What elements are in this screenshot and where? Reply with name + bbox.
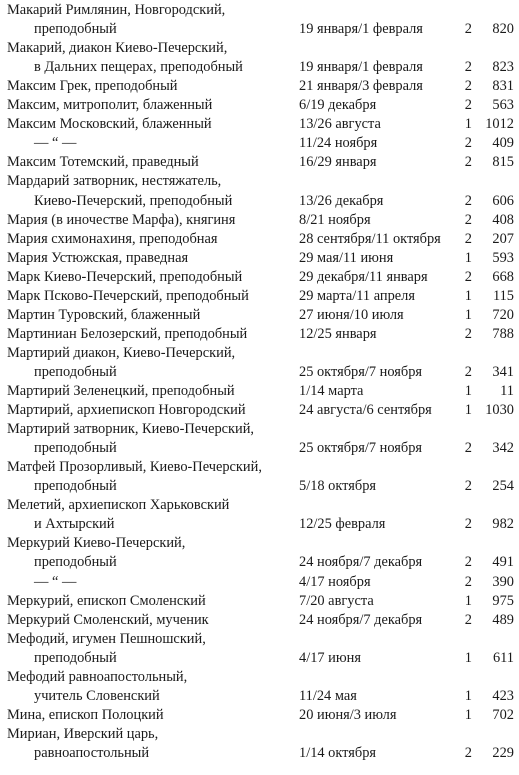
page-number: 720 — [492, 306, 514, 323]
page-number: 788 — [492, 325, 514, 342]
entry-name: учитель Словенский — [34, 687, 160, 704]
feast-date: 1/14 октября — [299, 744, 377, 761]
entry-name: Мартиниан Белозерский, преподобный — [7, 325, 248, 342]
index-line — [0, 649, 519, 668]
page-number: 342 — [492, 440, 514, 457]
entry-name: Меркурий, епископ Смоленский — [7, 592, 206, 609]
feast-date: 24 ноября/7 декабря — [299, 611, 423, 628]
page-number: 207 — [492, 230, 514, 247]
index-line — [0, 249, 519, 268]
page-number: 1012 — [485, 116, 514, 133]
entry-name: Киево-Печерский, преподобный — [34, 192, 233, 209]
index-line — [0, 382, 519, 401]
index-line — [0, 477, 519, 496]
index-line — [0, 1, 519, 20]
entry-name: Мина, епископ Полоцкий — [7, 706, 164, 723]
index-line — [0, 287, 519, 306]
entry-name: Максим, митрополит, блаженный — [7, 97, 213, 114]
index-line — [0, 534, 519, 553]
index-line — [0, 496, 519, 515]
feast-date: 19 января/1 февраля — [299, 21, 423, 38]
volume-number: 2 — [464, 516, 472, 533]
index-line — [0, 172, 519, 191]
index-line — [0, 344, 519, 363]
feast-date: 12/25 февраля — [299, 516, 386, 533]
page-number: 823 — [492, 59, 514, 76]
volume-number: 1 — [464, 402, 472, 419]
page-number: 1030 — [485, 402, 514, 419]
index-line — [0, 325, 519, 344]
index-line — [0, 439, 519, 458]
entry-name: равноапостольный — [34, 744, 150, 761]
entry-name: преподобный — [34, 363, 117, 380]
entry-name: Матфей Прозорливый, Киево-Печерский, — [7, 459, 262, 476]
feast-date: 11/24 ноября — [299, 135, 378, 152]
page-number: 611 — [492, 649, 514, 666]
volume-number: 1 — [464, 687, 472, 704]
entry-name: преподобный — [34, 21, 117, 38]
index-line — [0, 630, 519, 649]
index-line — [0, 744, 519, 763]
entry-name: Меркурий Киево-Печерский, — [7, 535, 186, 552]
index-line — [0, 573, 519, 592]
entry-name: Мария (в иночестве Марфа), княгиня — [7, 211, 236, 228]
volume-number: 2 — [464, 154, 472, 171]
volume-number: 2 — [464, 363, 472, 380]
volume-number: 1 — [464, 249, 472, 266]
volume-number: 2 — [464, 478, 472, 495]
feast-date: 13/26 декабря — [299, 192, 384, 209]
index-line — [0, 268, 519, 287]
feast-date: 1/14 марта — [299, 383, 364, 399]
volume-number: 2 — [464, 192, 472, 209]
page-number: 815 — [492, 154, 514, 171]
entry-name: Мария схимонахиня, преподобная — [7, 230, 218, 247]
volume-number: 1 — [464, 649, 472, 666]
entry-name: Мартирий Зеленецкий, преподобный — [7, 383, 235, 399]
page-number: 254 — [492, 478, 514, 495]
entry-name: Мефодий равноапостольный, — [7, 668, 188, 685]
entry-name: и Ахтырский — [34, 516, 115, 533]
volume-number: 2 — [464, 268, 472, 285]
feast-date: 5/18 октября — [299, 478, 377, 495]
index-line — [0, 458, 519, 477]
index-line — [0, 553, 519, 572]
volume-number: 2 — [464, 230, 472, 247]
volume-number: 1 — [464, 592, 472, 609]
feast-date: 4/17 ноября — [299, 573, 371, 590]
volume-number: 2 — [464, 611, 472, 628]
volume-number: 2 — [464, 440, 472, 457]
entry-name: Марк Псково-Печерский, преподобный — [7, 287, 249, 304]
entry-name: преподобный — [34, 554, 117, 571]
volume-number: 2 — [464, 135, 472, 152]
feast-date: 29 декабря/11 января — [299, 268, 428, 285]
index-line — [0, 230, 519, 249]
page-number: 831 — [492, 78, 514, 95]
page-number: 975 — [492, 592, 514, 609]
entry-name: Мария Устюжская, праведная — [7, 249, 189, 266]
index-line — [0, 20, 519, 39]
index-line — [0, 611, 519, 630]
volume-number: 2 — [464, 21, 472, 38]
feast-date: 4/17 июня — [299, 649, 361, 666]
entry-name: — “ — — [34, 135, 77, 152]
feast-date: 27 июня/10 июля — [299, 306, 404, 323]
index-line — [0, 515, 519, 534]
index-line — [0, 668, 519, 687]
entry-name: Мартирий затворник, Киево-Печерский, — [7, 421, 255, 438]
feast-date: 11/24 мая — [299, 687, 357, 704]
volume-number: 2 — [464, 211, 472, 228]
entry-name: в Дальних пещерах, преподобный — [34, 59, 243, 76]
feast-date: 24 августа/6 сентября — [299, 402, 432, 419]
feast-date: 29 мая/11 июня — [299, 249, 394, 266]
page-number: 668 — [492, 268, 514, 285]
feast-date: 20 июня/3 июля — [299, 706, 397, 723]
entry-name: преподобный — [34, 649, 117, 666]
feast-date: 28 сентября/11 октября — [299, 230, 441, 247]
index-line — [0, 401, 519, 420]
page-number: 491 — [492, 554, 514, 571]
page-number: 820 — [492, 21, 514, 38]
feast-date: 13/26 августа — [299, 116, 381, 133]
index-line — [0, 211, 519, 230]
index-line — [0, 592, 519, 611]
index-line — [0, 39, 519, 58]
page-number: 341 — [492, 363, 514, 380]
index-line — [0, 687, 519, 706]
index-line — [0, 96, 519, 115]
volume-number: 2 — [464, 325, 472, 342]
index-line — [0, 306, 519, 325]
entry-name: Мартирий, архиепископ Новгородский — [7, 402, 246, 419]
entry-name: Мириан, Иверский царь, — [7, 725, 159, 742]
page-number: 229 — [492, 744, 514, 761]
feast-date: 8/21 ноября — [299, 211, 371, 228]
feast-date: 16/29 января — [299, 154, 377, 171]
page-number: 593 — [492, 249, 514, 266]
volume-number: 1 — [464, 706, 472, 723]
feast-date: 29 марта/11 апреля — [299, 287, 415, 304]
volume-number: 1 — [464, 287, 472, 304]
feast-date: 25 октября/7 ноября — [299, 363, 423, 380]
volume-number: 2 — [464, 554, 472, 571]
entry-name: Мефодий, игумен Пешношский, — [7, 630, 206, 647]
volume-number: 2 — [464, 78, 472, 95]
feast-date: 19 января/1 февраля — [299, 59, 423, 76]
entry-name: преподобный — [34, 478, 117, 495]
index-line — [0, 58, 519, 77]
volume-number: 2 — [464, 744, 472, 761]
feast-date: 6/19 декабря — [299, 97, 377, 114]
page-number: 982 — [492, 516, 514, 533]
volume-number: 2 — [464, 97, 472, 114]
page-number: 408 — [492, 211, 514, 228]
entry-name: Макарий Римлянин, Новгородский, — [7, 2, 226, 18]
page-number: 606 — [492, 192, 514, 209]
entry-name: Марк Киево-Печерский, преподобный — [7, 268, 243, 285]
volume-number: 2 — [464, 573, 472, 590]
volume-number: 1 — [464, 306, 472, 323]
page-number: 409 — [492, 135, 514, 152]
entry-name: Макарий, диакон Киево-Печерский, — [7, 40, 228, 57]
feast-date: 24 ноября/7 декабря — [299, 554, 423, 571]
index-line — [0, 115, 519, 134]
page-number: 702 — [492, 706, 514, 723]
entry-name: Мартин Туровский, блаженный — [7, 306, 201, 323]
page-number: 423 — [492, 687, 514, 704]
entry-name: Меркурий Смоленский, мученик — [7, 611, 209, 628]
feast-date: 12/25 января — [299, 325, 377, 342]
feast-date: 21 января/3 февраля — [299, 78, 423, 95]
volume-number: 1 — [464, 383, 472, 399]
page-number: 115 — [492, 287, 514, 304]
index-line — [0, 192, 519, 211]
entry-name: Максим Московский, блаженный — [7, 116, 212, 133]
entry-name: Максим Грек, преподобный — [7, 78, 178, 95]
entry-name: Мартирий диакон, Киево-Печерский, — [7, 344, 236, 361]
index-line — [0, 134, 519, 153]
entry-name: — “ — — [34, 573, 77, 590]
page-number: 563 — [492, 97, 514, 114]
index-line — [0, 153, 519, 172]
index-line — [0, 420, 519, 439]
entry-name: Мелетий, архиепископ Харьковский — [7, 497, 230, 514]
index-line — [0, 706, 519, 725]
feast-date: 7/20 августа — [299, 592, 374, 609]
page-number: 390 — [492, 573, 514, 590]
feast-date: 25 октября/7 ноября — [299, 440, 423, 457]
entry-name: Максим Тотемский, праведный — [7, 154, 199, 171]
volume-number: 1 — [464, 116, 472, 133]
page-number: 489 — [492, 611, 514, 628]
index-line — [0, 725, 519, 744]
page-number: 11 — [500, 383, 514, 399]
index-line — [0, 77, 519, 96]
index-line — [0, 363, 519, 382]
entry-name: преподобный — [34, 440, 117, 457]
volume-number: 2 — [464, 59, 472, 76]
entry-name: Мардарий затворник, нестяжатель, — [7, 173, 222, 190]
